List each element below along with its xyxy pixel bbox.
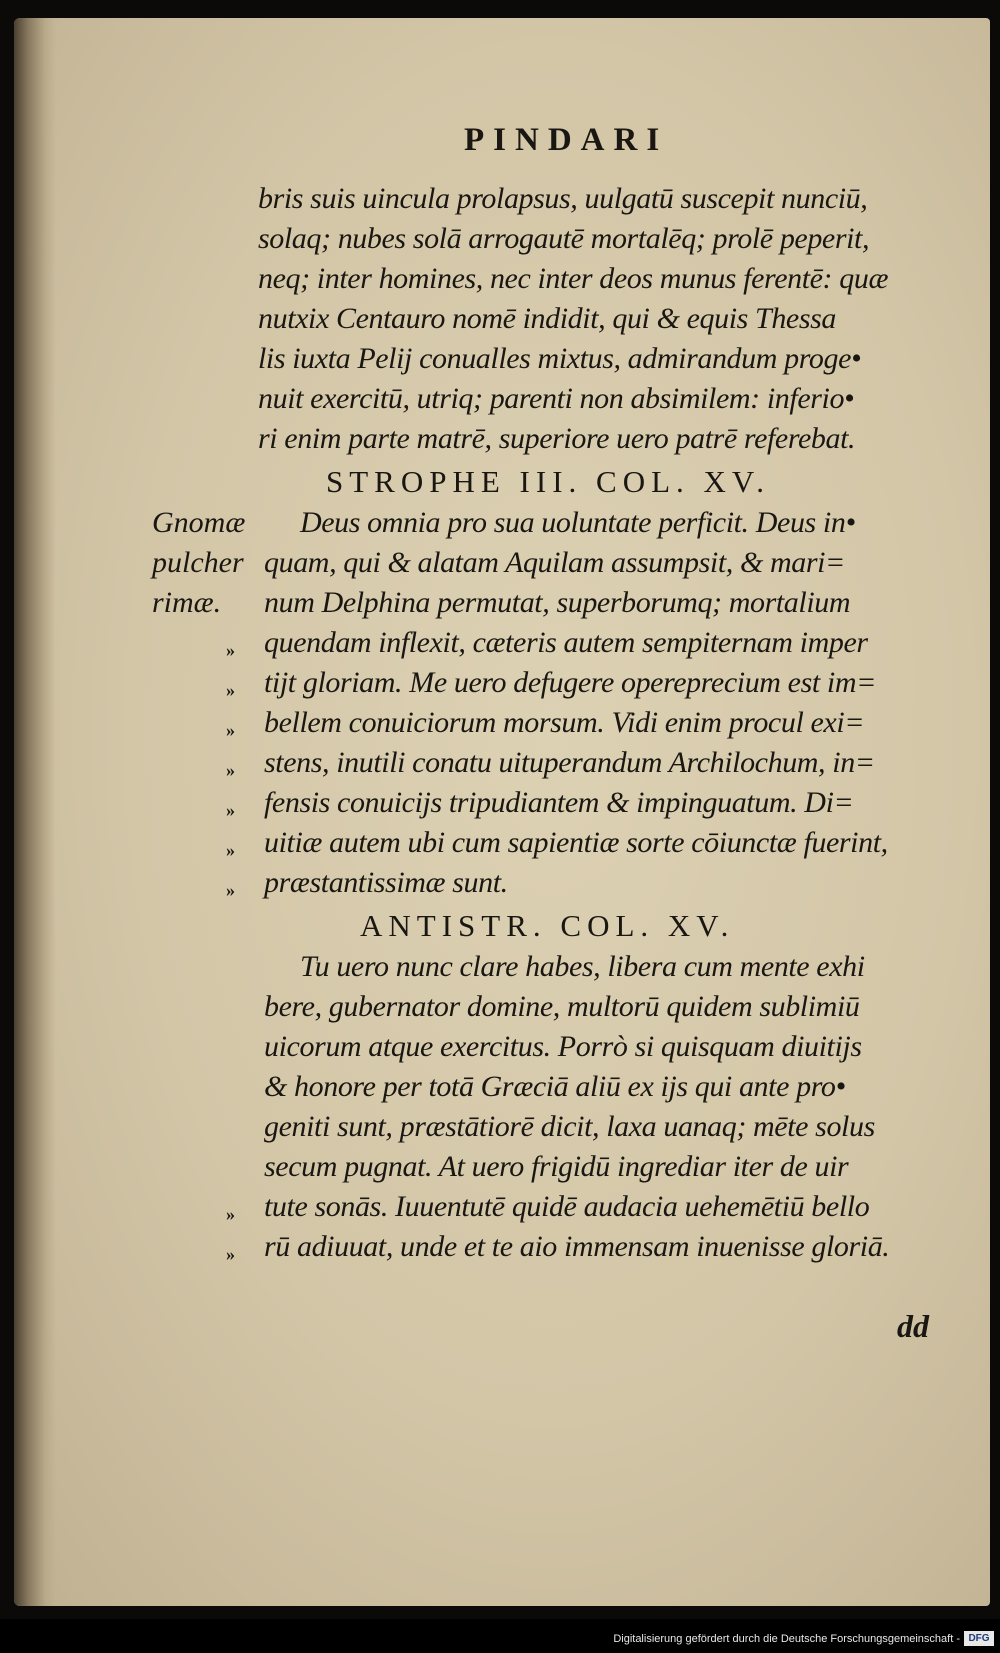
footer-credit: Digitalisierung gefördert durch die Deutsche Forschungsgemeinschaft - xyxy=(613,1633,960,1645)
text-line: uitiæ autem ubi cum sapientiæ sorte cōiunctæ fuerint, xyxy=(264,826,888,859)
quotation-mark: » xyxy=(226,1244,235,1264)
text-line: lis iuxta Pelij conualles mixtus, admirandum proge• xyxy=(258,342,862,375)
section-heading-antistr: ANTISTR. COL. XV. xyxy=(360,908,735,943)
text-line: bris suis uincula prolapsus, uulgatū suscepit nunciū, xyxy=(258,182,868,215)
book-gutter xyxy=(14,18,56,1606)
text-line: rū adiuuat, unde et te aio immensam inuenisse gloriā. xyxy=(264,1230,890,1263)
quotation-mark: » xyxy=(226,720,235,740)
text-line: stens, inutili conatu uituperandum Archilochum, in= xyxy=(264,746,875,779)
text-line: tijt gloriam. Me uero defugere opereprecium est im= xyxy=(264,666,876,699)
dfg-logo-icon: DFG xyxy=(964,1631,994,1646)
quotation-mark: » xyxy=(226,800,235,820)
margin-note: pulcher xyxy=(152,546,244,579)
text-line: præstantissimæ sunt. xyxy=(264,866,508,899)
text-line: ri enim parte matrē, superiore uero patrē referebat. xyxy=(258,422,856,455)
book-page xyxy=(14,18,990,1606)
text-line: quendam inflexit, cæteris autem sempiternam imper xyxy=(264,626,868,659)
section-heading-strophe: STROPHE III. COL. XV. xyxy=(326,464,771,499)
footer-bar xyxy=(0,1619,1000,1653)
signature-mark: dd xyxy=(897,1308,929,1344)
quotation-mark: » xyxy=(226,880,235,900)
text-line: bere, gubernator domine, multorū quidem sublimiū xyxy=(264,990,860,1023)
text-line: solaq; nubes solā arrogautē mortalēq; prolē peperit, xyxy=(258,222,870,255)
margin-note: rimæ. xyxy=(152,586,222,619)
text-line: Tu uero nunc clare habes, libera cum mente exhi xyxy=(300,950,865,983)
running-head: PINDARI xyxy=(464,122,669,158)
text-line: nutxix Centauro nomē indidit, qui & equis Thessa xyxy=(258,302,836,335)
text-line: uicorum atque exercitus. Porrò si quisquam diuitijs xyxy=(264,1030,862,1063)
quotation-mark: » xyxy=(226,760,235,780)
text-line: Deus omnia pro sua uoluntate perficit. Deus in• xyxy=(300,506,856,539)
text-line: geniti sunt, præstātiorē dicit, laxa uanaq; mēte solus xyxy=(264,1110,875,1143)
text-line: bellem conuiciorum morsum. Vidi enim procul exi= xyxy=(264,706,865,739)
quotation-mark: » xyxy=(226,840,235,860)
quotation-mark: » xyxy=(226,640,235,660)
quotation-mark: » xyxy=(226,1204,235,1224)
text-line: neq; inter homines, nec inter deos munus ferentē: quæ xyxy=(258,262,889,295)
quotation-mark: » xyxy=(226,680,235,700)
text-line: secum pugnat. At uero frigidū ingrediar iter de uir xyxy=(264,1150,849,1183)
text-line: num Delphina permutat, superborumq; mortalium xyxy=(264,586,851,619)
text-line: quam, qui & alatam Aquilam assumpsit, & mari= xyxy=(264,546,845,579)
text-line: & honore per totā Græciā aliū ex ijs qui ante pro• xyxy=(264,1070,846,1103)
text-line: tute sonās. Iuuentutē quidē audacia uehemētiū bello xyxy=(264,1190,870,1223)
text-line: nuit exercitū, utriq; parenti non absimilem: inferio• xyxy=(258,382,855,415)
text-line: fensis conuicijs tripudiantem & impinguatum. Di= xyxy=(264,786,854,819)
margin-note: Gnomæ xyxy=(152,506,246,539)
